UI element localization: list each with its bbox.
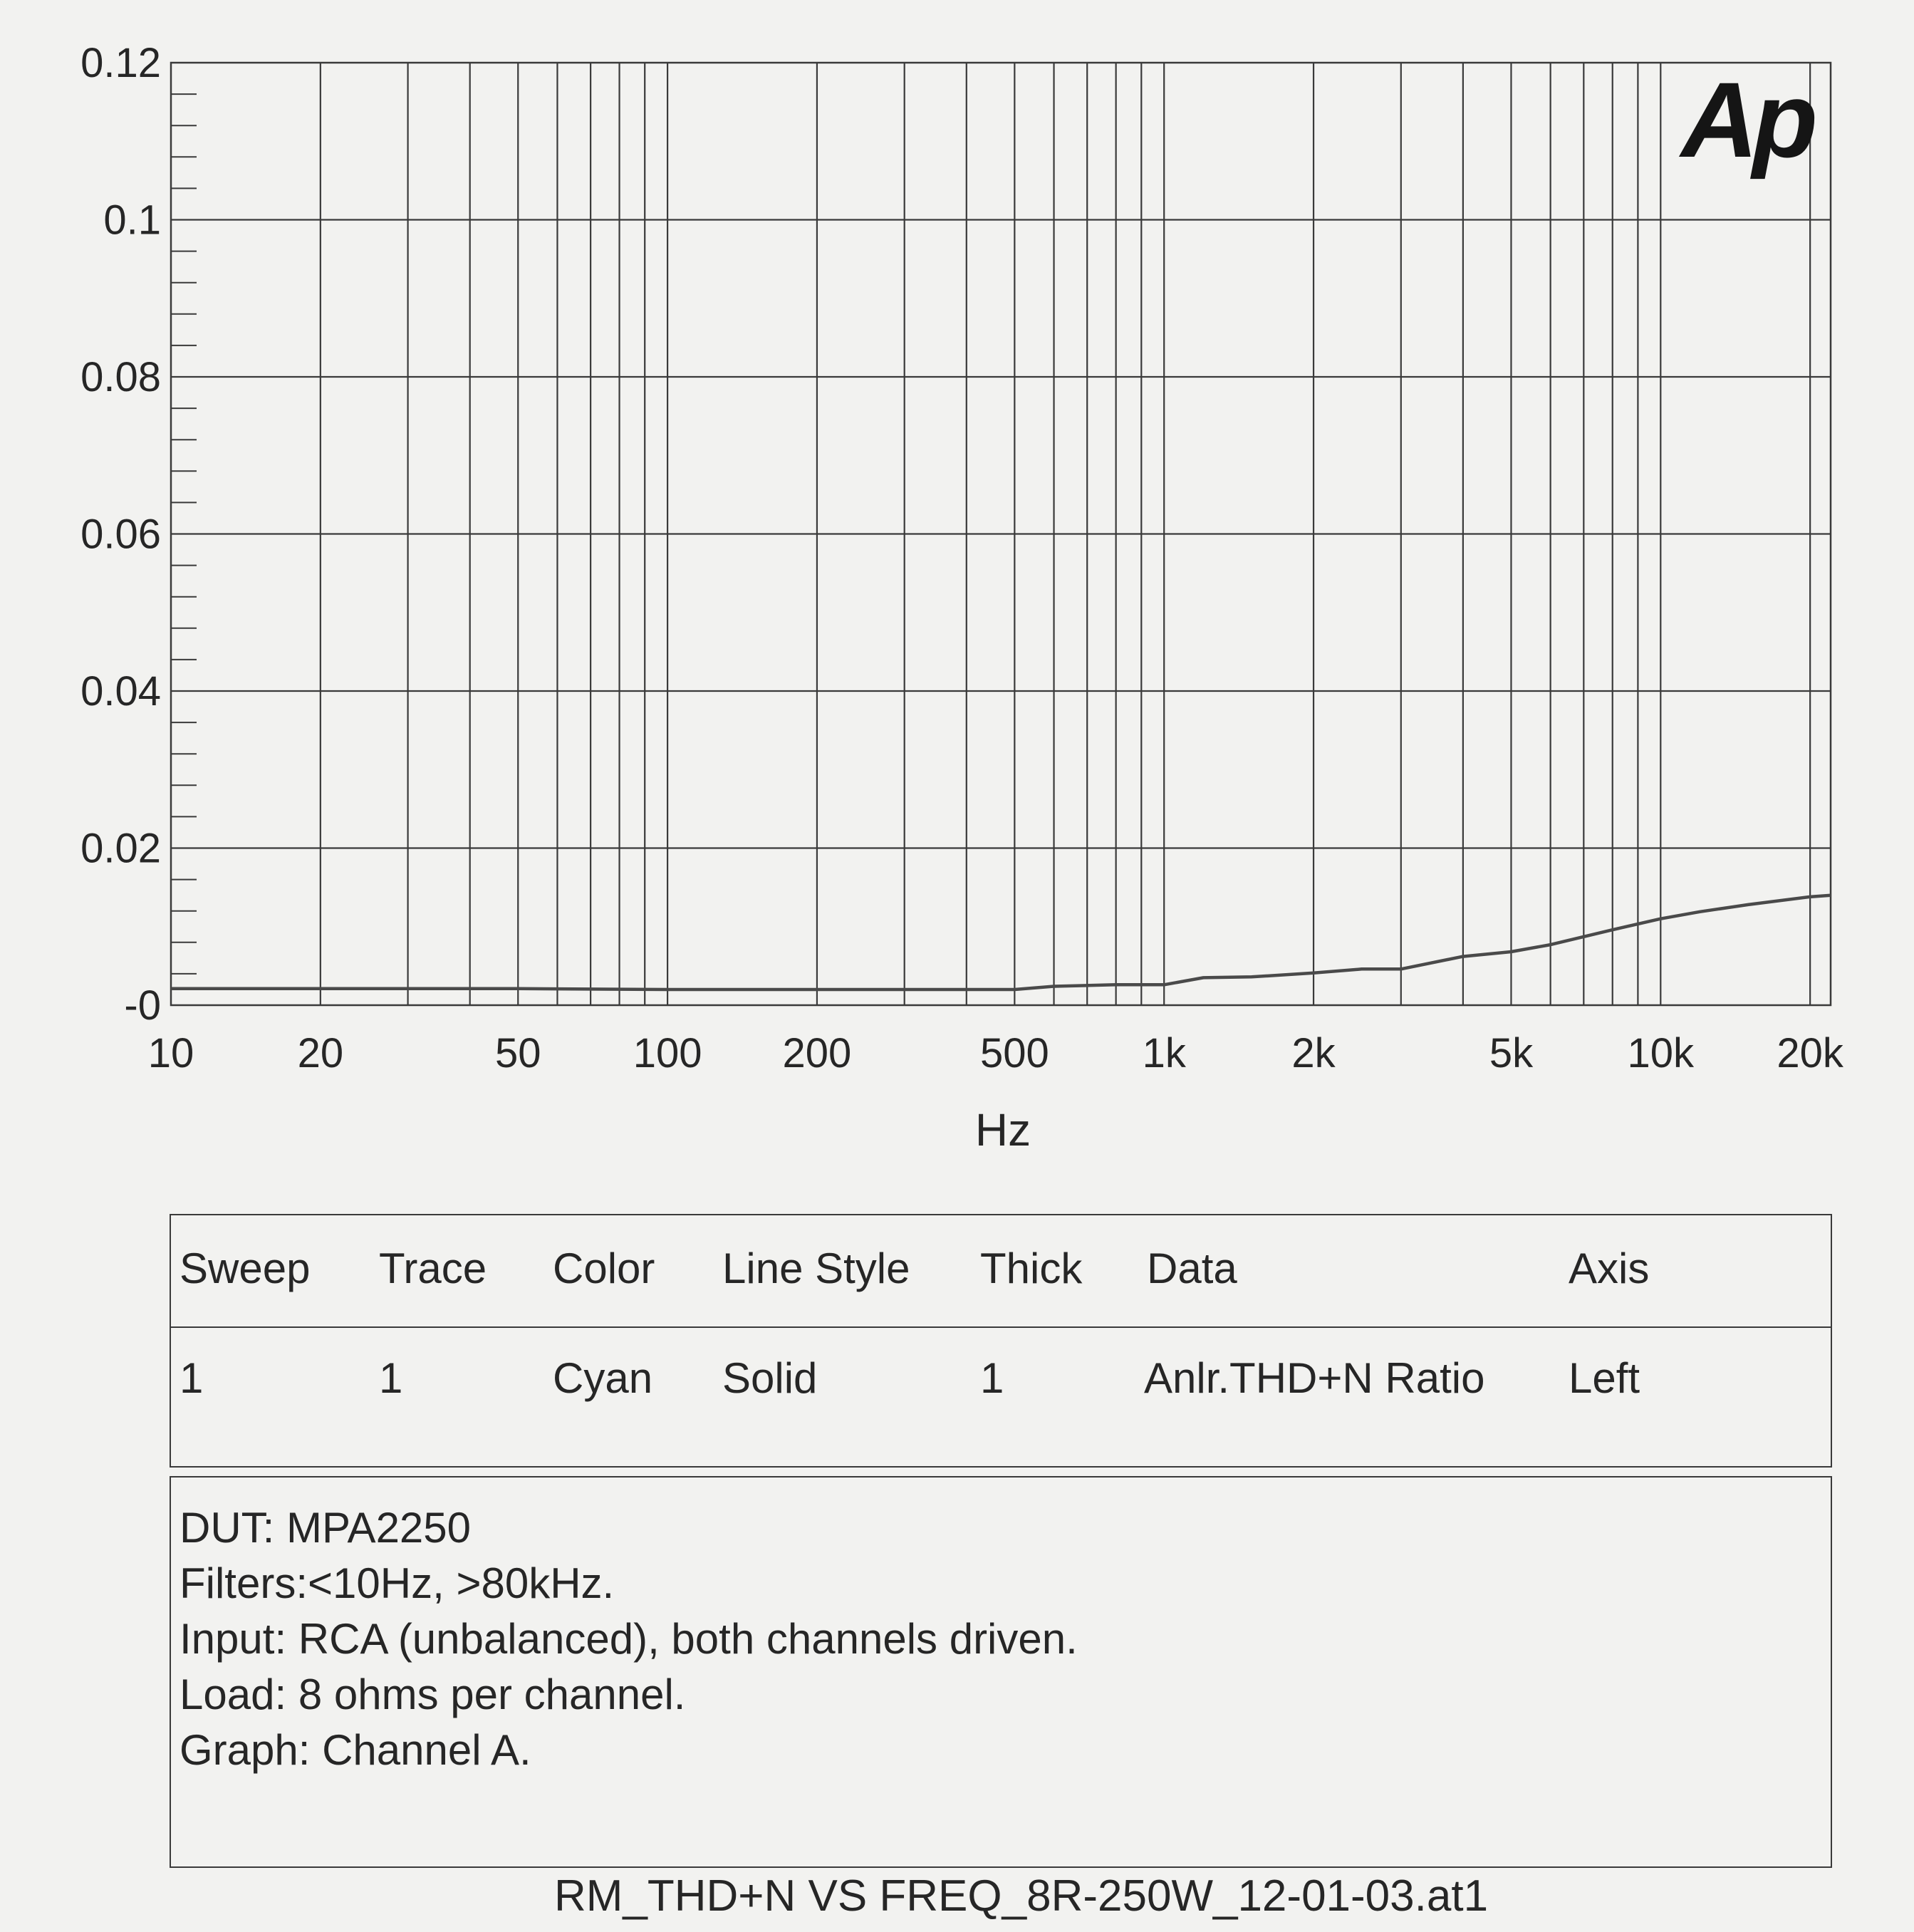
legend-header-data: Data (1147, 1245, 1237, 1292)
note-filters: Filters:<10Hz, >80kHz. (180, 1559, 615, 1607)
x-tick-label: 20k (1777, 1030, 1843, 1076)
x-tick-label: 5k (1489, 1030, 1534, 1076)
note-input: Input: RCA (unbalanced), both channels driven. (180, 1615, 1078, 1663)
y-tick-label: 0.08 (80, 354, 161, 400)
legend-header-thick: Thick (980, 1245, 1083, 1292)
test-notes (170, 1476, 1832, 1868)
x-tick-label: 500 (979, 1030, 1049, 1076)
y-tick-label: 0.1 (103, 197, 161, 244)
x-tick-labels (148, 1030, 1844, 1076)
y-tick-label: 0.12 (80, 40, 161, 86)
legend-header-sweep: Sweep (180, 1245, 311, 1292)
legend-table (170, 1214, 1832, 1468)
legend-cell-data: Anlr.THD+N Ratio (1144, 1354, 1485, 1402)
y-tick-label: -0 (124, 982, 161, 1029)
file-name-footer: RM_THD+N VS FREQ_8R-250W_12-01-03.at1 (553, 1871, 1489, 1921)
ap-logo: Ap (1681, 60, 1812, 180)
y-tick-label: 0.02 (80, 825, 161, 872)
note-graph: Graph: Channel A. (180, 1726, 531, 1774)
x-tick-label: 10k (1627, 1030, 1695, 1076)
y-tick-label: 0.04 (80, 668, 161, 715)
grid-lines (171, 63, 1831, 1005)
legend-header-line-style: Line Style (722, 1245, 910, 1292)
legend-cell-axis: Left (1569, 1354, 1640, 1402)
legend-cell-color: Cyan (553, 1354, 653, 1402)
x-tick-label: 10 (147, 1030, 194, 1076)
note-dut: DUT: MPA2250 (180, 1504, 472, 1552)
series-lines (171, 895, 1831, 990)
series-line-thd-n (171, 895, 1831, 990)
legend-cell-line-style: Solid (722, 1354, 818, 1402)
x-tick-label: 200 (782, 1030, 852, 1076)
legend-cell-trace: 1 (379, 1354, 403, 1402)
legend-cell-sweep: 1 (180, 1354, 204, 1402)
x-tick-label: 50 (494, 1030, 541, 1076)
y-tick-label: 0.06 (80, 511, 161, 558)
legend-header-trace: Trace (379, 1245, 487, 1292)
legend-divider (171, 1326, 1831, 1328)
y-tick-labels (80, 40, 161, 1029)
x-tick-label: 100 (633, 1030, 702, 1076)
x-tick-label: 20 (297, 1030, 344, 1076)
x-tick-label: 2k (1291, 1030, 1336, 1076)
note-load: Load: 8 ohms per channel. (180, 1671, 686, 1718)
x-tick-label: 1k (1142, 1030, 1186, 1076)
x-axis-label: Hz (974, 1104, 1031, 1155)
legend-header-color: Color (553, 1245, 655, 1292)
legend-header-axis: Axis (1569, 1245, 1650, 1292)
legend-cell-thick: 1 (980, 1354, 1004, 1402)
